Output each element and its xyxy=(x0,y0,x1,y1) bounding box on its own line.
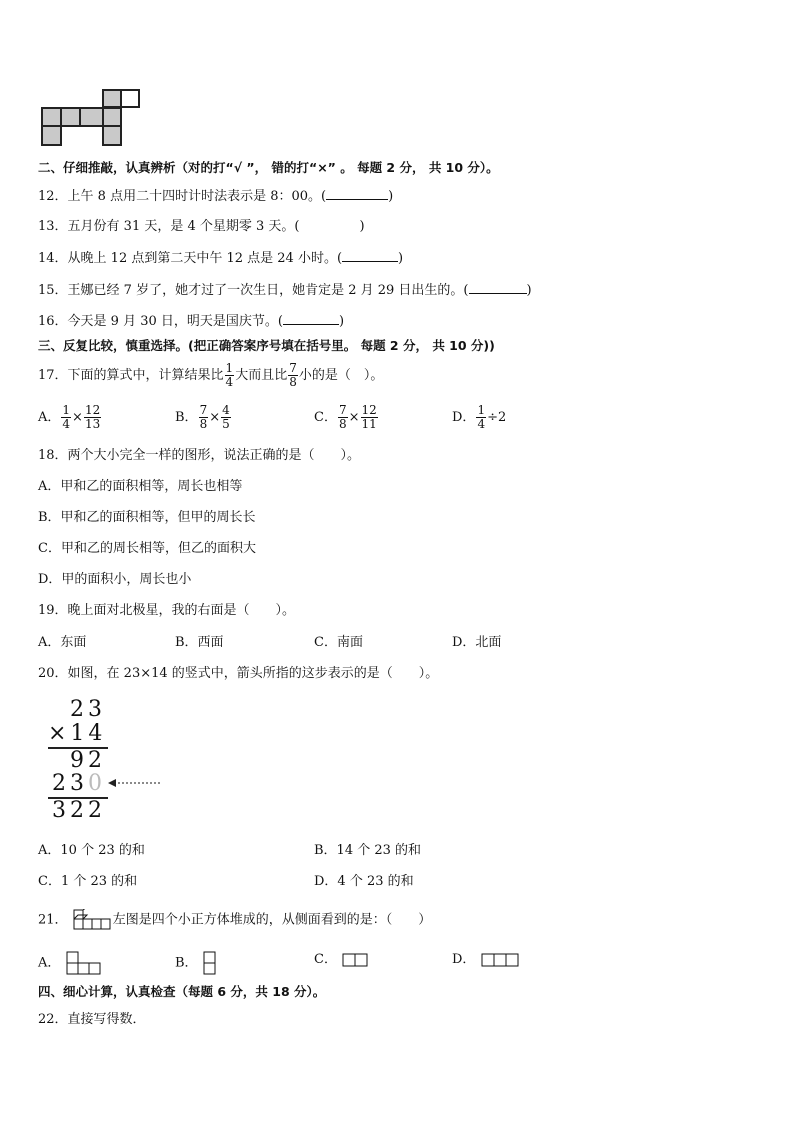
question-22: 22．直接写得数． xyxy=(38,1012,146,1027)
net-square xyxy=(102,125,122,146)
net-square xyxy=(120,89,140,108)
fraction: $\frac{1}{4}$ xyxy=(225,361,234,389)
net-square xyxy=(102,107,122,127)
section4-heading: 四、细心计算，认真检查（每题 6 分，共 18 分）。 xyxy=(38,984,326,999)
option-18a[interactable]: A．甲和乙的面积相等，周长也相等 xyxy=(38,479,243,494)
question-21: 21． 左图是四个小正方体堆成的，从侧面看到的是：（ ） xyxy=(38,909,431,931)
cube-stack-icon xyxy=(72,909,112,931)
view-shape-c xyxy=(341,952,371,968)
question-13: 13．五月份有 31 天，是 4 个星期零 3 天。( ) xyxy=(38,219,365,234)
section2-heading: 二、仔细推敲，认真辨析（对的打“√ ”， 错的打“×” 。 每题 2 分， 共 10 分）。 xyxy=(38,160,499,175)
dotted-zero: 0 xyxy=(88,771,106,796)
option-20d[interactable]: D．4 个 23 的和 xyxy=(314,874,414,889)
option-21b[interactable]: B． xyxy=(175,951,218,975)
net-square xyxy=(41,107,62,127)
view-shape-a xyxy=(65,951,103,975)
option-21d[interactable]: D． xyxy=(452,951,522,969)
option-17c[interactable]: C． $\frac{7}{8}$ × $\frac{12}{11}$ xyxy=(314,403,377,431)
option-17b[interactable]: B． $\frac{7}{8}$ × $\frac{4}{5}$ xyxy=(175,403,230,431)
question-16: 16．今天是 9 月 30 日，明天是国庆节。( ) xyxy=(38,314,345,329)
question-14: 14．从晚上 12 点到第二天中午 12 点是 24 小时。( ) xyxy=(38,251,404,266)
question-18: 18．两个大小完全一样的图形，说法正确的是（ ）。 xyxy=(38,448,361,463)
option-21c[interactable]: C． xyxy=(314,951,371,969)
question-15: 15．王娜已经 7 岁了，她才过了一次生日，她肯定是 2 月 29 日出生的。( ) xyxy=(38,283,532,298)
net-square xyxy=(41,125,62,146)
fraction: $\frac{7}{8}$ xyxy=(289,361,297,389)
option-19d[interactable]: D．北面 xyxy=(452,635,502,650)
question-20: 20．如图，在 23×14 的竖式中，箭头所指的这步表示的是（ ）。 xyxy=(38,666,439,681)
view-shape-b xyxy=(202,951,218,975)
question-19: 19．晚上面对北极星，我的右面是（ ）。 xyxy=(38,603,296,618)
answer-blank[interactable] xyxy=(326,187,388,200)
option-19a[interactable]: A．东面 xyxy=(38,635,87,650)
option-18b[interactable]: B．甲和乙的面积相等，但甲的周长长 xyxy=(38,510,256,525)
option-17d[interactable]: D． $\frac{1}{4}$ ÷2 xyxy=(452,403,507,431)
net-square xyxy=(102,89,122,108)
answer-blank[interactable] xyxy=(283,312,339,325)
option-19c[interactable]: C．南面 xyxy=(314,635,363,650)
option-18c[interactable]: C．甲和乙的周长相等，但乙的面积大 xyxy=(38,541,256,556)
question-12: 12．上午 8 点用二十四时计时法表示是 8：00。( ) xyxy=(38,189,394,204)
option-21a[interactable]: A． xyxy=(38,951,103,975)
arrow-icon xyxy=(108,777,164,789)
view-shape-d xyxy=(480,952,522,968)
answer-blank[interactable] xyxy=(469,281,527,294)
option-20c[interactable]: C．1 个 23 的和 xyxy=(38,874,138,889)
net-square xyxy=(79,107,104,127)
net-square xyxy=(60,107,81,127)
question-17: 17．下面的算式中，计算结果比 $\frac{1}{4}$ 大而且比 $\frac{7}{8}$ 小的是（ ）。 xyxy=(38,361,384,389)
option-18d[interactable]: D．甲的面积小，周长也小 xyxy=(38,572,192,587)
answer-blank[interactable] xyxy=(342,249,398,262)
option-17a[interactable]: A． $\frac{1}{4}$ × $\frac{12}{13}$ xyxy=(38,403,101,431)
option-20a[interactable]: A．10 个 23 的和 xyxy=(38,843,145,858)
section3-heading: 三、反复比较，慎重选择。(把正确答案序号填在括号里。 每题 2 分， 共 10 分)) xyxy=(38,338,495,353)
option-20b[interactable]: B．14 个 23 的和 xyxy=(314,843,422,858)
option-19b[interactable]: B．西面 xyxy=(175,635,224,650)
